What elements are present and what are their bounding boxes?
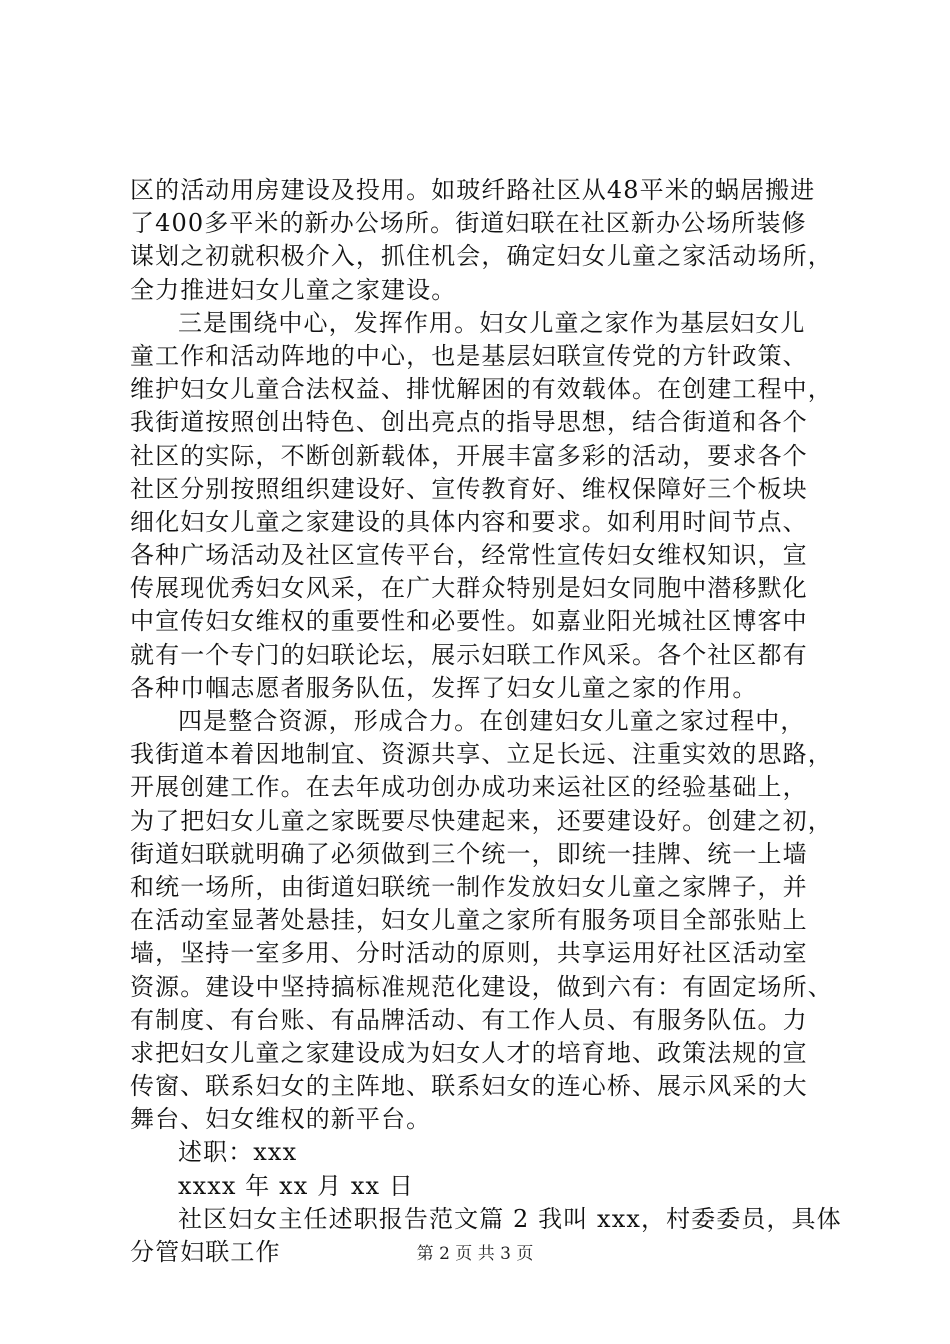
text-line: 传展现优秀妇女风采，在广大群众特别是妇女同胞中潜移默化 [130,574,808,603]
page-footer: 第 2 页 共 3 页 [416,1244,534,1264]
text-line: 资源。建设中坚持搞标准规范化建设，做到六有：有固定场所、 [130,972,833,1001]
text-line: 了400多平米的新办公场所。街道妇联在社区新办公场所装修 [130,209,807,238]
text-line: 在活动室显著处悬挂，妇女儿童之家所有服务项目全部张贴上 [130,906,808,935]
text-line: 四是整合资源，形成合力。在创建妇女儿童之家过程中， [178,707,806,735]
text-line: 求把妇女儿童之家建设成为妇女人才的培育地、政策法规的宣 [130,1038,808,1067]
text-line: 谋划之初就积极介入，抓住机会，确定妇女儿童之家活动场所， [130,242,833,271]
text-line: 开展创建工作。在去年成功创办成功来运社区的经验基础上， [130,773,808,802]
text-line: 三是围绕中心，发挥作用。妇女儿童之家作为基层妇女儿 [178,308,806,337]
text-line: 区的活动用房建设及投用。如玻纤路社区从48平米的蜗居搬进 [130,176,816,204]
text-line: 社区的实际，不断创新载体，开展丰富多彩的活动，要求各个 [130,441,808,470]
text-line: 中宣传妇女维权的重要性和必要性。如嘉业阳光城社区博客中 [130,607,808,636]
text-line: 社区分别按照组织建设好、宣传教育好、维权保障好三个板块 [130,474,808,503]
text-line: 为了把妇女儿童之家既要尽快建起来，还要建设好。创建之初， [130,806,833,835]
text-line: 墙，坚持一室多用、分时活动的原则，共享运用好社区活动室 [130,939,808,968]
text-line: 街道妇联就明确了必须做到三个统一，即统一挂牌、统一上墙 [130,839,808,868]
text-line: 和统一场所，由街道妇联统一制作发放妇女儿童之家牌子，并 [130,872,808,901]
text-line: 述职：xxx [178,1138,298,1167]
text-line: 我街道按照创出特色、创出亮点的指导思想，结合街道和各个 [130,408,808,437]
text-line: xxxx 年 xx 月 xx 日 [178,1171,415,1200]
text-line: 各种巾帼志愿者服务队伍，发挥了妇女儿童之家的作用。 [130,673,758,702]
document-body [130,174,842,1269]
text-line: 社区妇女主任述职报告范文篇 2 我叫 xxx，村委委员，具体 [178,1204,842,1233]
text-line: 分管妇联工作 [130,1238,281,1266]
text-line: 我街道本着因地制宜、资源共享、立足长远、注重实效的思路， [130,740,833,769]
text-line: 传窗、联系妇女的主阵地、联系妇女的连心桥、展示风采的大 [130,1072,808,1101]
text-line: 各种广场活动及社区宣传平台，经常性宣传妇女维权知识，宣 [130,541,808,570]
text-line: 有制度、有台账、有品牌活动、有工作人员、有服务队伍。力 [130,1005,808,1034]
text-line: 就有一个专门的妇联论坛，展示妇联工作风采。各个社区都有 [130,640,808,669]
text-line: 维护妇女儿童合法权益、排忧解困的有效载体。在创建工程中， [130,375,833,404]
text-line: 童工作和活动阵地的中心，也是基层妇联宣传党的方针政策、 [130,341,808,370]
text-line: 舞台、妇女维权的新平台。 [130,1105,432,1134]
text-line: 细化妇女儿童之家建设的具体内容和要求。如利用时间节点、 [130,507,808,536]
text-line: 全力推进妇女儿童之家建设。 [130,275,457,304]
